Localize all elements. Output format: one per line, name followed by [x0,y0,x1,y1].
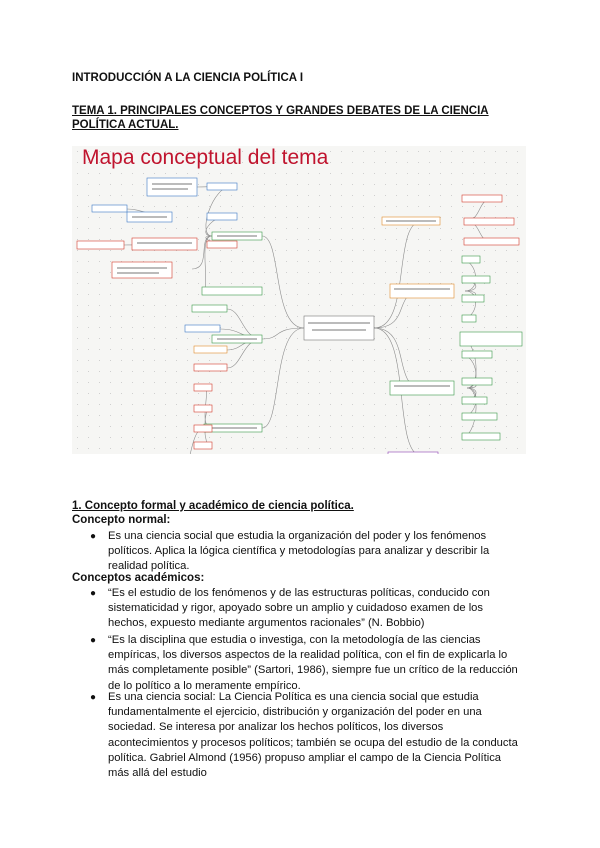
central-node [304,316,374,340]
course-title: INTRODUCCIÓN A LA CIENCIA POLÍTICA I [72,72,304,84]
map-node [462,256,480,263]
map-node [77,241,124,249]
map-node [462,276,490,283]
map-node [464,238,519,245]
map-node [462,315,476,322]
bullet-icon: ● [90,692,97,703]
map-node [194,405,212,412]
concept-map-diagram [72,146,526,454]
topic-title: TEMA 1. PRINCIPALES CONCEPTOS Y GRANDES DEBATES DE LA CIENCIA POLÍTICA ACTUAL. [72,105,489,131]
map-node [204,424,262,432]
bullet-icon: ● [90,531,97,542]
map-node [462,195,502,202]
map-node [462,413,497,420]
map-node [207,241,237,248]
map-node [464,218,514,225]
map-node [462,351,492,358]
map-node [194,346,227,353]
list-item: “Es el estudio de los fenómenos y de las estructuras políticas, conducido con sistematicidad y rigor, apoyado sobre un amplio y cuidadoso examen de los hechos, expuesto mediante argumentos racionales” (N. Bobbio) [108,587,490,630]
map-node [112,262,172,278]
map-node [462,433,500,440]
map-node [460,332,522,346]
map-node [207,213,237,220]
map-node [194,364,227,371]
concept-map [72,146,526,454]
normal-concept-label: Concepto normal: [72,514,171,526]
concept-map-title: Mapa conceptual del tema [82,146,329,169]
map-node [194,425,212,432]
academic-concepts-label: Conceptos académicos: [72,572,205,584]
map-node [207,183,237,190]
map-node [390,381,454,395]
list-item: Es una ciencia social: La Ciencia Política es una ciencia social que estudia fundamentalmente el ejercicio, distribución y organización del poder en una sociedad. Se interesa por analizar los hechos políticos, los diversos acontecimientos y procesos políticos; también se ocupa del estudio de la conducta política. Gabriel Almond (1956) propuso ampliar el campo de la Ciencia Política más allá del estudio [108,691,518,780]
map-node [127,212,172,222]
map-node [212,335,262,343]
map-node [147,178,197,196]
bullet-icon: ● [90,588,97,599]
map-node [192,305,227,312]
map-node [194,384,212,391]
map-node [390,284,454,298]
map-node [212,232,262,240]
map-node [202,287,262,295]
map-node [462,397,487,404]
map-node [194,442,212,449]
map-node [382,217,440,225]
map-node [92,205,127,212]
map-node [388,452,438,454]
map-node [462,295,484,302]
bullet-icon: ● [90,635,97,646]
map-node [462,378,492,385]
section-heading: 1. Concepto formal y académico de ciencia política. [72,500,354,512]
list-item: “Es la disciplina que estudia o investiga, con la metodología de las ciencias empíricas, los diversos aspectos de la realidad política, con el fin de explicarla lo más completamente posible” (Sartori, 1986), siempre fue un crítico de la reducción de lo político a lo meramente empírico. [108,634,518,692]
map-node [132,238,197,250]
map-node [185,325,220,332]
list-item: Es una ciencia social que estudia la organización del poder y los fenómenos políticos. Aplica la lógica científica y metodologías para analizar y describir la realidad política. [108,530,490,573]
